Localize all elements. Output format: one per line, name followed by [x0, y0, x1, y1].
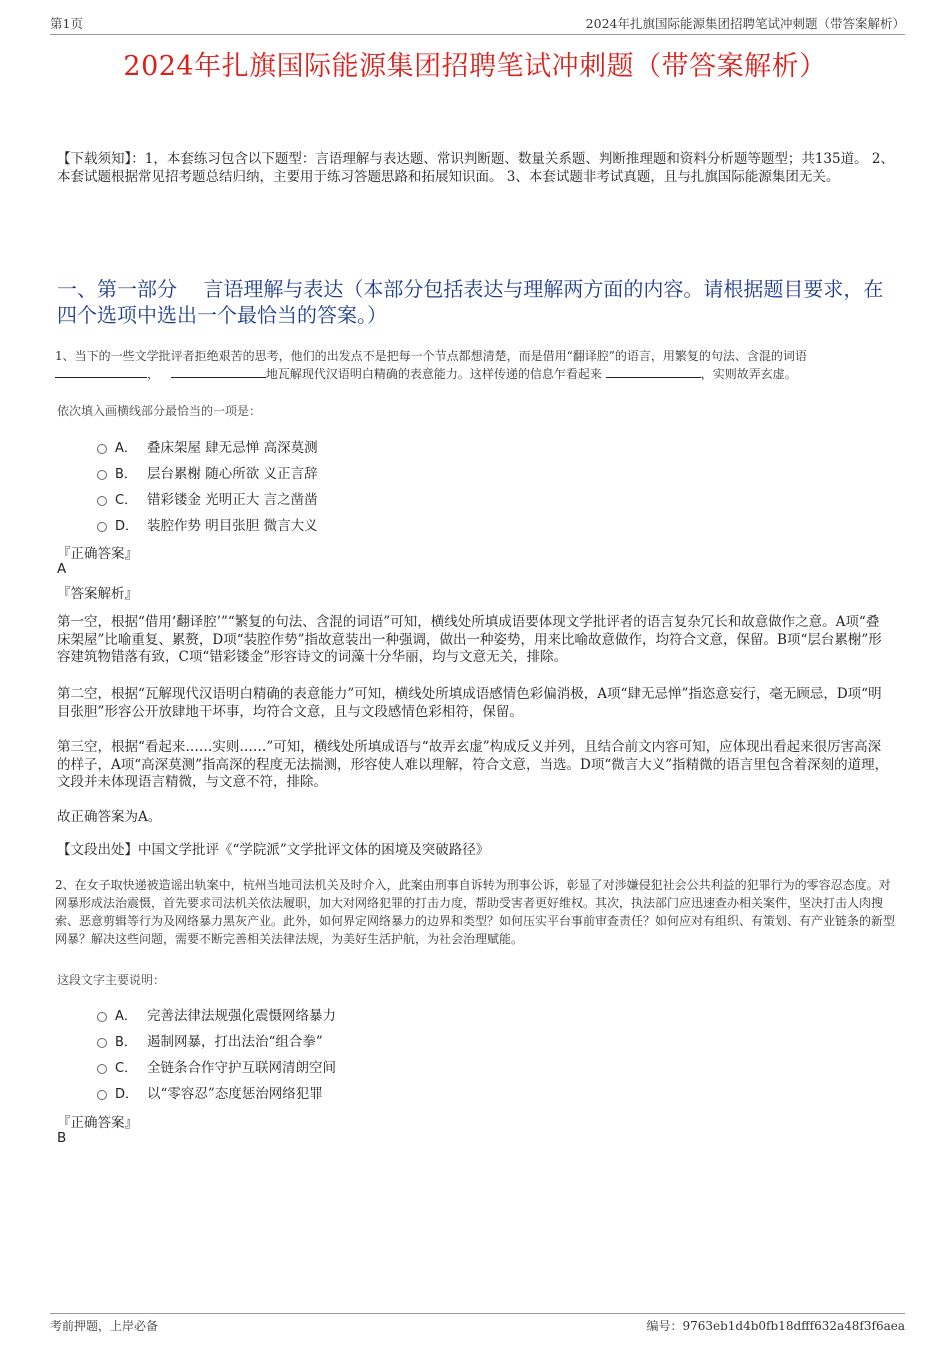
section-heading: 一、第一部分 言语理解与表达（本部分包括表达与理解两方面的内容。请根据题目要求，在四个选项中选出一个最恰当的答案。）	[57, 277, 884, 327]
download-notice: 【下载须知】：1，本套练习包含以下题型：言语理解与表达题、常识判断题、数量关系题、判断推理题和资料分析题等题型；共135道。 2、本套试题根据常见招考题总结归纳，主要用于练习答题思路和拓展知识面。 3、本套试题非考试真题，且与扎旗国际能源集团无关。	[57, 151, 894, 185]
page-header	[50, 14, 905, 35]
q2-prompt: 这段文字主要说明：	[57, 973, 166, 987]
q1-option-a[interactable]: A． 叠床架屋 肆无忌惮 高深莫测	[97, 433, 318, 459]
radio-icon[interactable]	[97, 470, 107, 480]
q2-correct-label: 『正确答案』	[57, 1115, 138, 1131]
q2-option-a[interactable]: A． 完善法律法规强化震慑网络暴力	[97, 1001, 336, 1027]
q1-analysis-para-3: 第三空，根据“看起来……实则……”可知，横线处所填成语与“故弄玄虚”构成反义并列，且结合前文内容可知，应体现出看起来很厉害高深的样子，A项“高深莫测”指高深的程度无法揣测，形容使人难以理解，符合文意，当选。D项“微言大义”指精微的语言里包含着深刻的道理，文段并未体现语言精微，与文意不符，排除。	[57, 739, 889, 790]
q1-option-c[interactable]: C． 错彩镂金 光明正大 言之凿凿	[97, 485, 318, 511]
header-doc-title: 2024年扎旗国际能源集团招聘笔试冲刺题（带答案解析）	[585, 16, 905, 31]
radio-icon[interactable]	[97, 1064, 107, 1074]
q1-source: 【文段出处】中国文学批评《“学院派”文学批评文体的困境及突破路径》	[57, 842, 490, 858]
q2-option-c[interactable]: C． 全链条合作守护互联网清朗空间	[97, 1053, 336, 1079]
radio-icon[interactable]	[97, 522, 107, 532]
q1-options	[97, 433, 318, 537]
radio-icon[interactable]	[97, 1090, 107, 1100]
q1-analysis-para-1: 第一空，根据“借用‘翻译腔’”“繁复的句法、含混的词语”可知，横线处所填成语要体现文学批评者的语言复杂冗长和故意做作之意。A项“叠床架屋”比喻重复、累赘，D项“装腔作势”指故意装出一种强调，做出一种姿势，用来比喻故意做作，均符合文意，保留。B项“层台累榭”形容建筑物错落有致，C项“错彩镂金”形容诗文的词藻十分华丽，均与文意无关，排除。	[57, 614, 882, 665]
q1-analysis-para-2: 第二空，根据“瓦解现代汉语明白精确的表意能力”可知，横线处所填成语感情色彩偏消极，A项“肆无忌惮”指恣意妄行，毫无顾忌，D项“明目张胆”形容公开放肆地干坏事，均符合文意，且与文段感情色彩相符，保留。	[57, 686, 882, 720]
q1-conclusion: 故正确答案为A。	[57, 809, 162, 825]
q1-option-b[interactable]: B． 层台累榭 随心所欲 义正言辞	[97, 459, 318, 485]
page-footer	[50, 1313, 905, 1334]
blank-2	[171, 365, 266, 378]
q1-text-c: 地瓦解现代汉语明白精确的表意能力。这样传递的信息乍看起来	[265, 367, 602, 381]
radio-icon[interactable]	[97, 1038, 107, 1048]
question-1-stem: 1、当下的一些文学批评者拒绝艰苦的思考，他们的出发点不是把每一个节点都想清楚，而是借用“翻译腔”的语言，用繁复的句法、含混的词语 ， 地瓦解现代汉语明白精确的表意能力。这样传递的信息乍看起来 ，实则故弄玄虚。	[55, 349, 807, 381]
q1-option-d[interactable]: D． 装腔作势 明目张胆 微言大义	[97, 511, 318, 537]
footer-slogan: 考前押题，上岸必备	[50, 1319, 159, 1333]
q1-prompt: 依次填入画横线部分最恰当的一项是：	[57, 404, 262, 418]
blank-1	[55, 365, 147, 378]
document-title: 2024年扎旗国际能源集团招聘笔试冲刺题（带答案解析）	[123, 51, 827, 82]
radio-icon[interactable]	[97, 1012, 107, 1022]
q1-correct-label: 『正确答案』	[57, 546, 138, 562]
footer-document-id: 编号：9763eb1d4b0fb18dfff632a48f3f6aea	[646, 1319, 905, 1333]
radio-icon[interactable]	[97, 444, 107, 454]
q1-text-d: ，实则故弄玄虚。	[700, 367, 797, 381]
q2-option-d[interactable]: D． 以“零容忍”态度惩治网络犯罪	[97, 1079, 336, 1105]
q2-correct-answer: B	[57, 1130, 67, 1146]
q1-analysis-label: 『答案解析』	[57, 586, 138, 602]
q1-correct-answer: A	[57, 561, 67, 577]
radio-icon[interactable]	[97, 496, 107, 506]
q2-options	[97, 1001, 336, 1105]
q2-option-b[interactable]: B． 遏制网暴，打出法治“组合拳”	[97, 1027, 336, 1053]
question-2-stem: 2、在女子取快递被造谣出轨案中，杭州当地司法机关及时介入，此案由刑事自诉转为刑事公诉，彰显了对涉嫌侵犯社会公共利益的犯罪行为的零容忍态度。对网暴形成法治震慑，首先要求司法机关依法履职，加大对网络犯罪的打击力度，帮助受害者更好维权。其次，执法部门应迅速查办相关案件，坚决打击人肉搜索、恶意剪辑等行为及网络暴力黑灰产业。此外，如何界定网络暴力的边界和类型？如何压实平台事前审查责任？如何应对有组织、有策划、有产业链条的新型网暴？解决这些问题，需要不断完善相关法律法规，为美好生活护航，为社会治理赋能。	[55, 878, 896, 946]
page-number: 第1页	[50, 16, 83, 31]
blank-3	[606, 365, 701, 378]
q1-text-a: 1、当下的一些文学批评者拒绝艰苦的思考，他们的出发点不是把每一个节点都想清楚，而是借用“翻译腔”的语言，用繁复的句法、含混的词语	[55, 349, 807, 363]
